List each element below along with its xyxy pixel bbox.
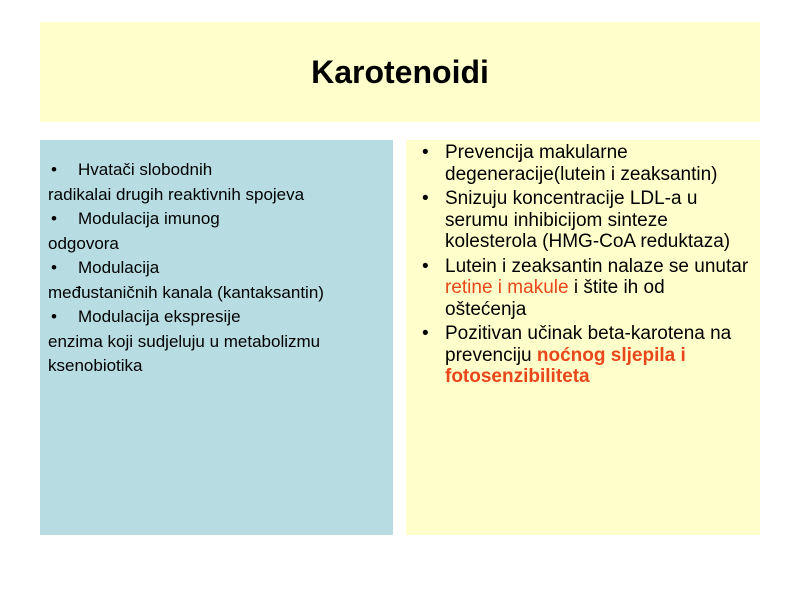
right-item-3-highlight: retine i makule [445, 277, 569, 298]
title-box [40, 22, 760, 122]
right-item-1 [416, 142, 750, 185]
bullet-icon: • [51, 160, 57, 179]
left-item-3-head: Modulacija [78, 258, 160, 277]
right-item-4-highlight: noćnog sljepila i fotosenzibiliteta [445, 344, 686, 387]
left-item-4 [48, 305, 385, 379]
left-item-1-head: Hvatači slobodnih [78, 160, 213, 179]
right-item-2-text: Snizuju koncentracije LDL-a u serumu inhibicijom sinteze kolesterola (HMG-CoA reduktaza) [445, 188, 731, 252]
left-item-1-rest: radikalai drugih reaktivnih spojeva [48, 184, 305, 204]
left-item-3-rest: međustaničnih kanala (kantaksantin) [48, 282, 324, 302]
right-item-3-before: Lutein i zeaksantin nalaze se unutar [445, 255, 749, 277]
left-item-2-rest: odgovora [48, 233, 119, 253]
left-column [40, 140, 393, 535]
right-item-1-text: Prevencija makularne degeneracije(lutein i zeaksantin) [445, 142, 718, 185]
right-item-4 [416, 323, 750, 388]
bullet-icon: • [422, 323, 429, 344]
bullet-icon: • [51, 307, 57, 326]
bullet-icon: • [51, 258, 57, 277]
right-bullet-list [416, 142, 750, 388]
left-item-1 [48, 158, 385, 207]
bullet-icon: • [51, 209, 57, 228]
right-column [406, 140, 760, 535]
bullet-icon: • [422, 255, 429, 277]
right-item-4-before: Pozitivan učinak beta-karotena na prevenciju [445, 323, 732, 366]
bullet-icon: • [422, 142, 429, 163]
left-item-2-head: Modulacija imunog [78, 209, 220, 228]
left-item-2 [48, 207, 385, 256]
right-item-3-after: i štite ih od oštećenja [445, 277, 665, 320]
right-item-3 [416, 256, 750, 321]
left-item-4-head: Modulacija ekspresije [78, 307, 241, 326]
left-item-4-rest: enzima koji sudjeluju u metabolizmu ksenobiotika [48, 331, 321, 375]
right-item-2 [416, 188, 750, 253]
slide-title: Karotenoidi [311, 53, 489, 90]
bullet-icon: • [422, 188, 429, 209]
left-item-3 [48, 256, 385, 305]
